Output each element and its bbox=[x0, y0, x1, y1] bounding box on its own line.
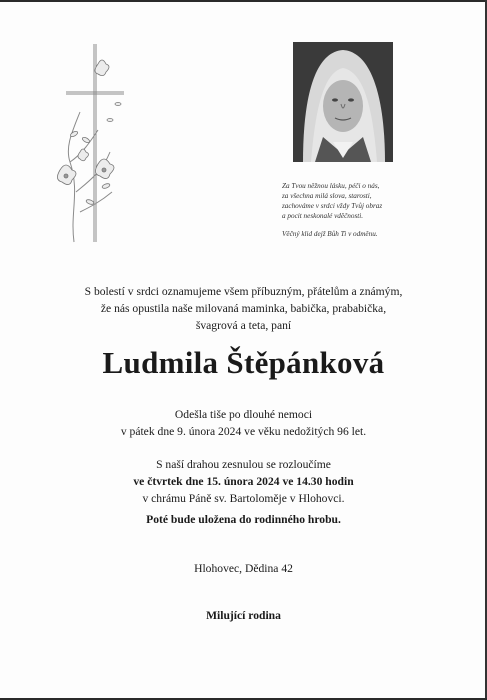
address: Hlohovec, Dědina 42 bbox=[194, 562, 293, 575]
top-border bbox=[0, 0, 487, 2]
quote-line: a pocit neskonalé vděčnosti. bbox=[282, 212, 364, 220]
farewell-place: v chrámu Páně sv. Bartoloměje v Hlohovci. bbox=[142, 492, 345, 505]
quote-spacer bbox=[282, 221, 432, 229]
intro-line: S bolestí v srdci oznamujeme všem příbuzným, přátelům a známým, bbox=[84, 285, 403, 298]
burial-note: Poté bude uložena do rodinného hrobu. bbox=[146, 513, 341, 526]
farewell-date: ve čtvrtek dne 15. února 2024 ve 14.30 hodin bbox=[133, 475, 354, 488]
memorial-quote bbox=[282, 181, 432, 239]
intro-line: švagrová a teta, paní bbox=[195, 319, 292, 332]
quote-line: zachováme v srdci vždy Tvůj obraz bbox=[282, 202, 383, 210]
announcement-intro bbox=[0, 283, 487, 334]
passing-line: v pátek dne 9. února 2024 ve věku nedožitých 96 let. bbox=[120, 425, 367, 438]
deceased-name: Ludmila Štěpánková bbox=[102, 345, 385, 380]
portrait-photo bbox=[293, 42, 393, 162]
intro-line: že nás opustila naše milovaná maminka, babička, prababička, bbox=[100, 302, 387, 315]
farewell-details bbox=[0, 456, 487, 507]
quote-blessing: Věčný klid dejž Bůh Ti v odměnu. bbox=[282, 230, 378, 238]
passing-line: Odešla tiše po dlouhé nemoci bbox=[174, 408, 313, 421]
quote-line: za všechna milá slova, starosti, bbox=[282, 192, 372, 200]
quote-line: Za Tvou něžnou lásku, péči o nás, bbox=[282, 182, 380, 190]
signature: Milující rodina bbox=[206, 609, 281, 622]
passing-details bbox=[0, 406, 487, 440]
cross-with-flowers-icon bbox=[40, 42, 130, 247]
farewell-intro: S naší drahou zesnulou se rozloučíme bbox=[156, 458, 331, 471]
